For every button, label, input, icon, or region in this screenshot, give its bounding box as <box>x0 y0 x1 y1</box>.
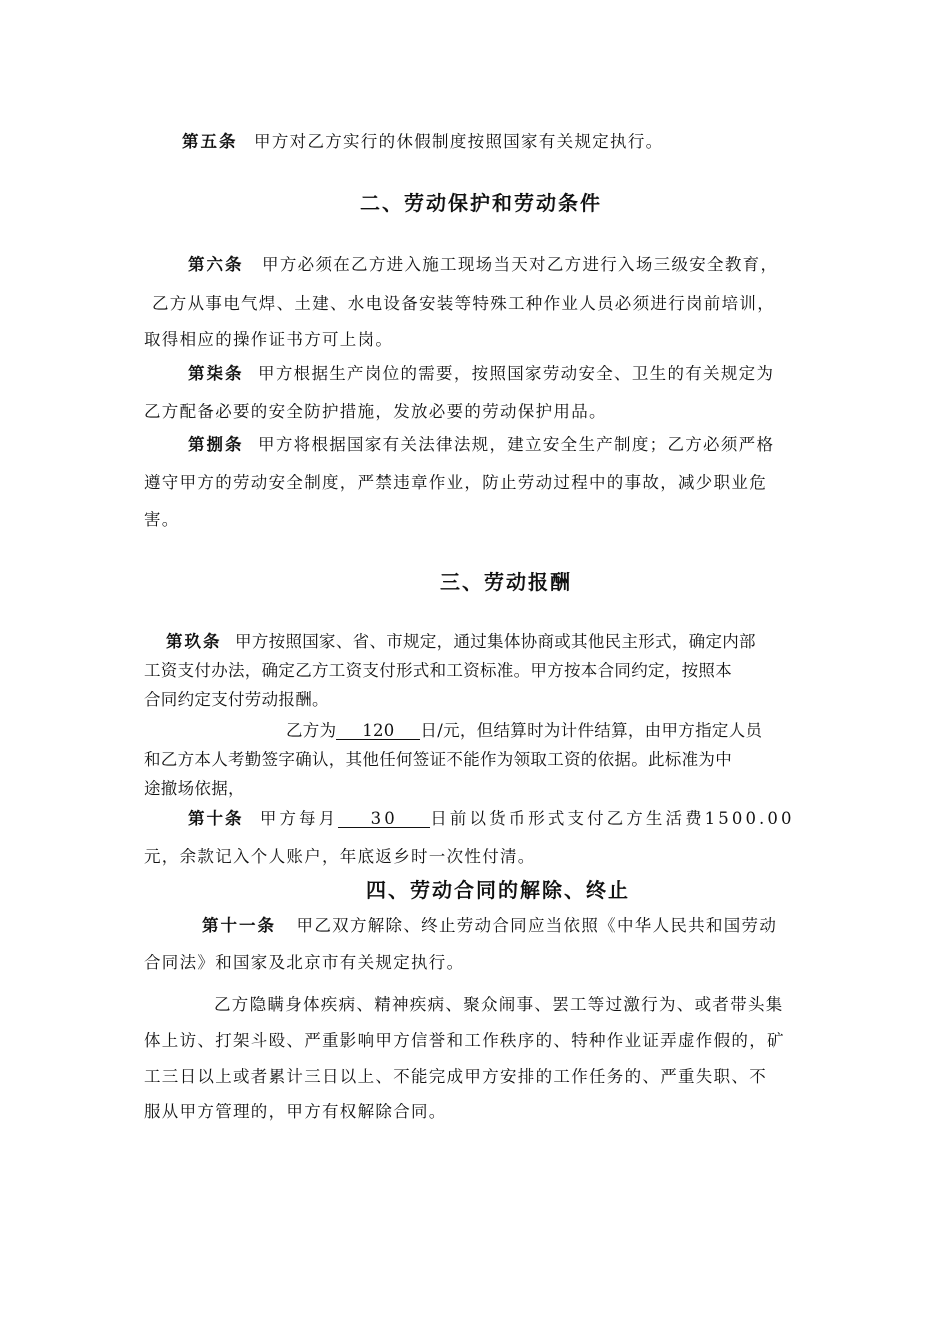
article-9-line-1 <box>166 628 756 652</box>
article-8-text-1: 甲方将根据国家有关法律法规，建立安全生产制度；乙方必须严格 <box>258 435 775 454</box>
daily-wage-value: 120 <box>336 722 420 740</box>
article-10-line-2: 元，余款记入个人账户，年底返乡时一次性付清。 <box>144 847 536 866</box>
article-5-text: 甲方对乙方实行的休假制度按照国家有关规定执行。 <box>254 132 664 151</box>
article-11-p2-line-3: 工三日以上或者累计三日以上、不能完成甲方安排的工作任务的、严重失职、不 <box>144 1067 767 1086</box>
article-8-line-2: 遵守甲方的劳动安全制度，严禁违章作业，防止劳动过程中的事故，减少职业危 <box>144 473 767 492</box>
article-7-line-2: 乙方配备必要的安全防护措施，发放必要的劳动保护用品。 <box>144 402 607 421</box>
article-9-text-1: 甲方按照国家、省、市规定，通过集体协商或其他民主形式，确定内部 <box>235 632 756 651</box>
article-6-line-3: 取得相应的操作证书方可上岗。 <box>144 330 394 349</box>
article-11-label: 第十一条 <box>202 916 276 935</box>
article-10-label: 第十条 <box>188 809 244 828</box>
article-6-label: 第六条 <box>188 255 244 274</box>
article-11-line-1 <box>202 912 777 936</box>
article-6-line-2: 乙方从事电气焊、土建、水电设备安装等特殊工种作业人员必须进行岗前培训， <box>152 294 775 313</box>
wage-suffix: 日/元，但结算时为计件结算，由甲方指定人员 <box>420 721 763 740</box>
article-7-label: 第柒条 <box>188 364 244 383</box>
article-7-line-1 <box>188 360 774 384</box>
article-11-p2-line-2: 体上访、打架斗殴、严重影响甲方信誉和工作秩序的、特种作业证弄虚作假的，矿 <box>144 1031 785 1050</box>
article-5 <box>182 128 663 152</box>
article-11-line-2: 合同法》和国家及北京市有关规定执行。 <box>144 953 465 972</box>
article-8-line-3: 害。 <box>144 510 180 529</box>
article-10-prefix: 甲方每月 <box>259 809 339 828</box>
article-8-label: 第捌条 <box>188 435 244 454</box>
article-7-text-1: 甲方根据生产岗位的需要，按照国家劳动安全、卫生的有关规定为 <box>258 364 775 383</box>
section-2-title: 二、劳动保护和劳动条件 <box>360 191 602 215</box>
pay-day-value: 30 <box>338 810 430 828</box>
article-11-text-1: 甲乙双方解除、终止劳动合同应当依照《中华人民共和国劳动 <box>296 916 778 935</box>
article-11-p2-line-4: 服从甲方管理的，甲方有权解除合同。 <box>144 1102 447 1121</box>
section-3-title: 三、劳动报酬 <box>440 570 572 594</box>
article-9-wage-line <box>286 717 762 741</box>
article-9-line-3: 合同约定支付劳动报酬。 <box>144 690 329 709</box>
article-9-label: 第玖条 <box>166 632 222 651</box>
article-5-label: 第五条 <box>182 132 238 151</box>
article-6-text-1: 甲方必须在乙方进入施工现场当天对乙方进行入场三级安全教育， <box>262 255 779 274</box>
article-11-p2-line-1: 乙方隐瞒身体疾病、精神疾病、聚众闹事、罢工等过激行为、或者带头集 <box>214 995 784 1014</box>
article-8-line-1 <box>188 431 774 455</box>
article-10-suffix: 日前以货币形式支付乙方生活费1500.00 <box>430 809 795 828</box>
article-6-line-1 <box>188 251 778 275</box>
article-9-line-6: 途撤场依据， <box>144 779 245 798</box>
article-10-line-1 <box>188 805 795 829</box>
section-4-title: 四、劳动合同的解除、终止 <box>366 878 630 902</box>
article-9-line-2: 工资支付办法，确定乙方工资支付形式和工资标准。甲方按本合同约定，按照本 <box>144 661 732 680</box>
article-9-line-5: 和乙方本人考勤签字确认，其他任何签证不能作为领取工资的依据。此标准为中 <box>144 750 732 769</box>
wage-prefix: 乙方为 <box>286 721 337 740</box>
